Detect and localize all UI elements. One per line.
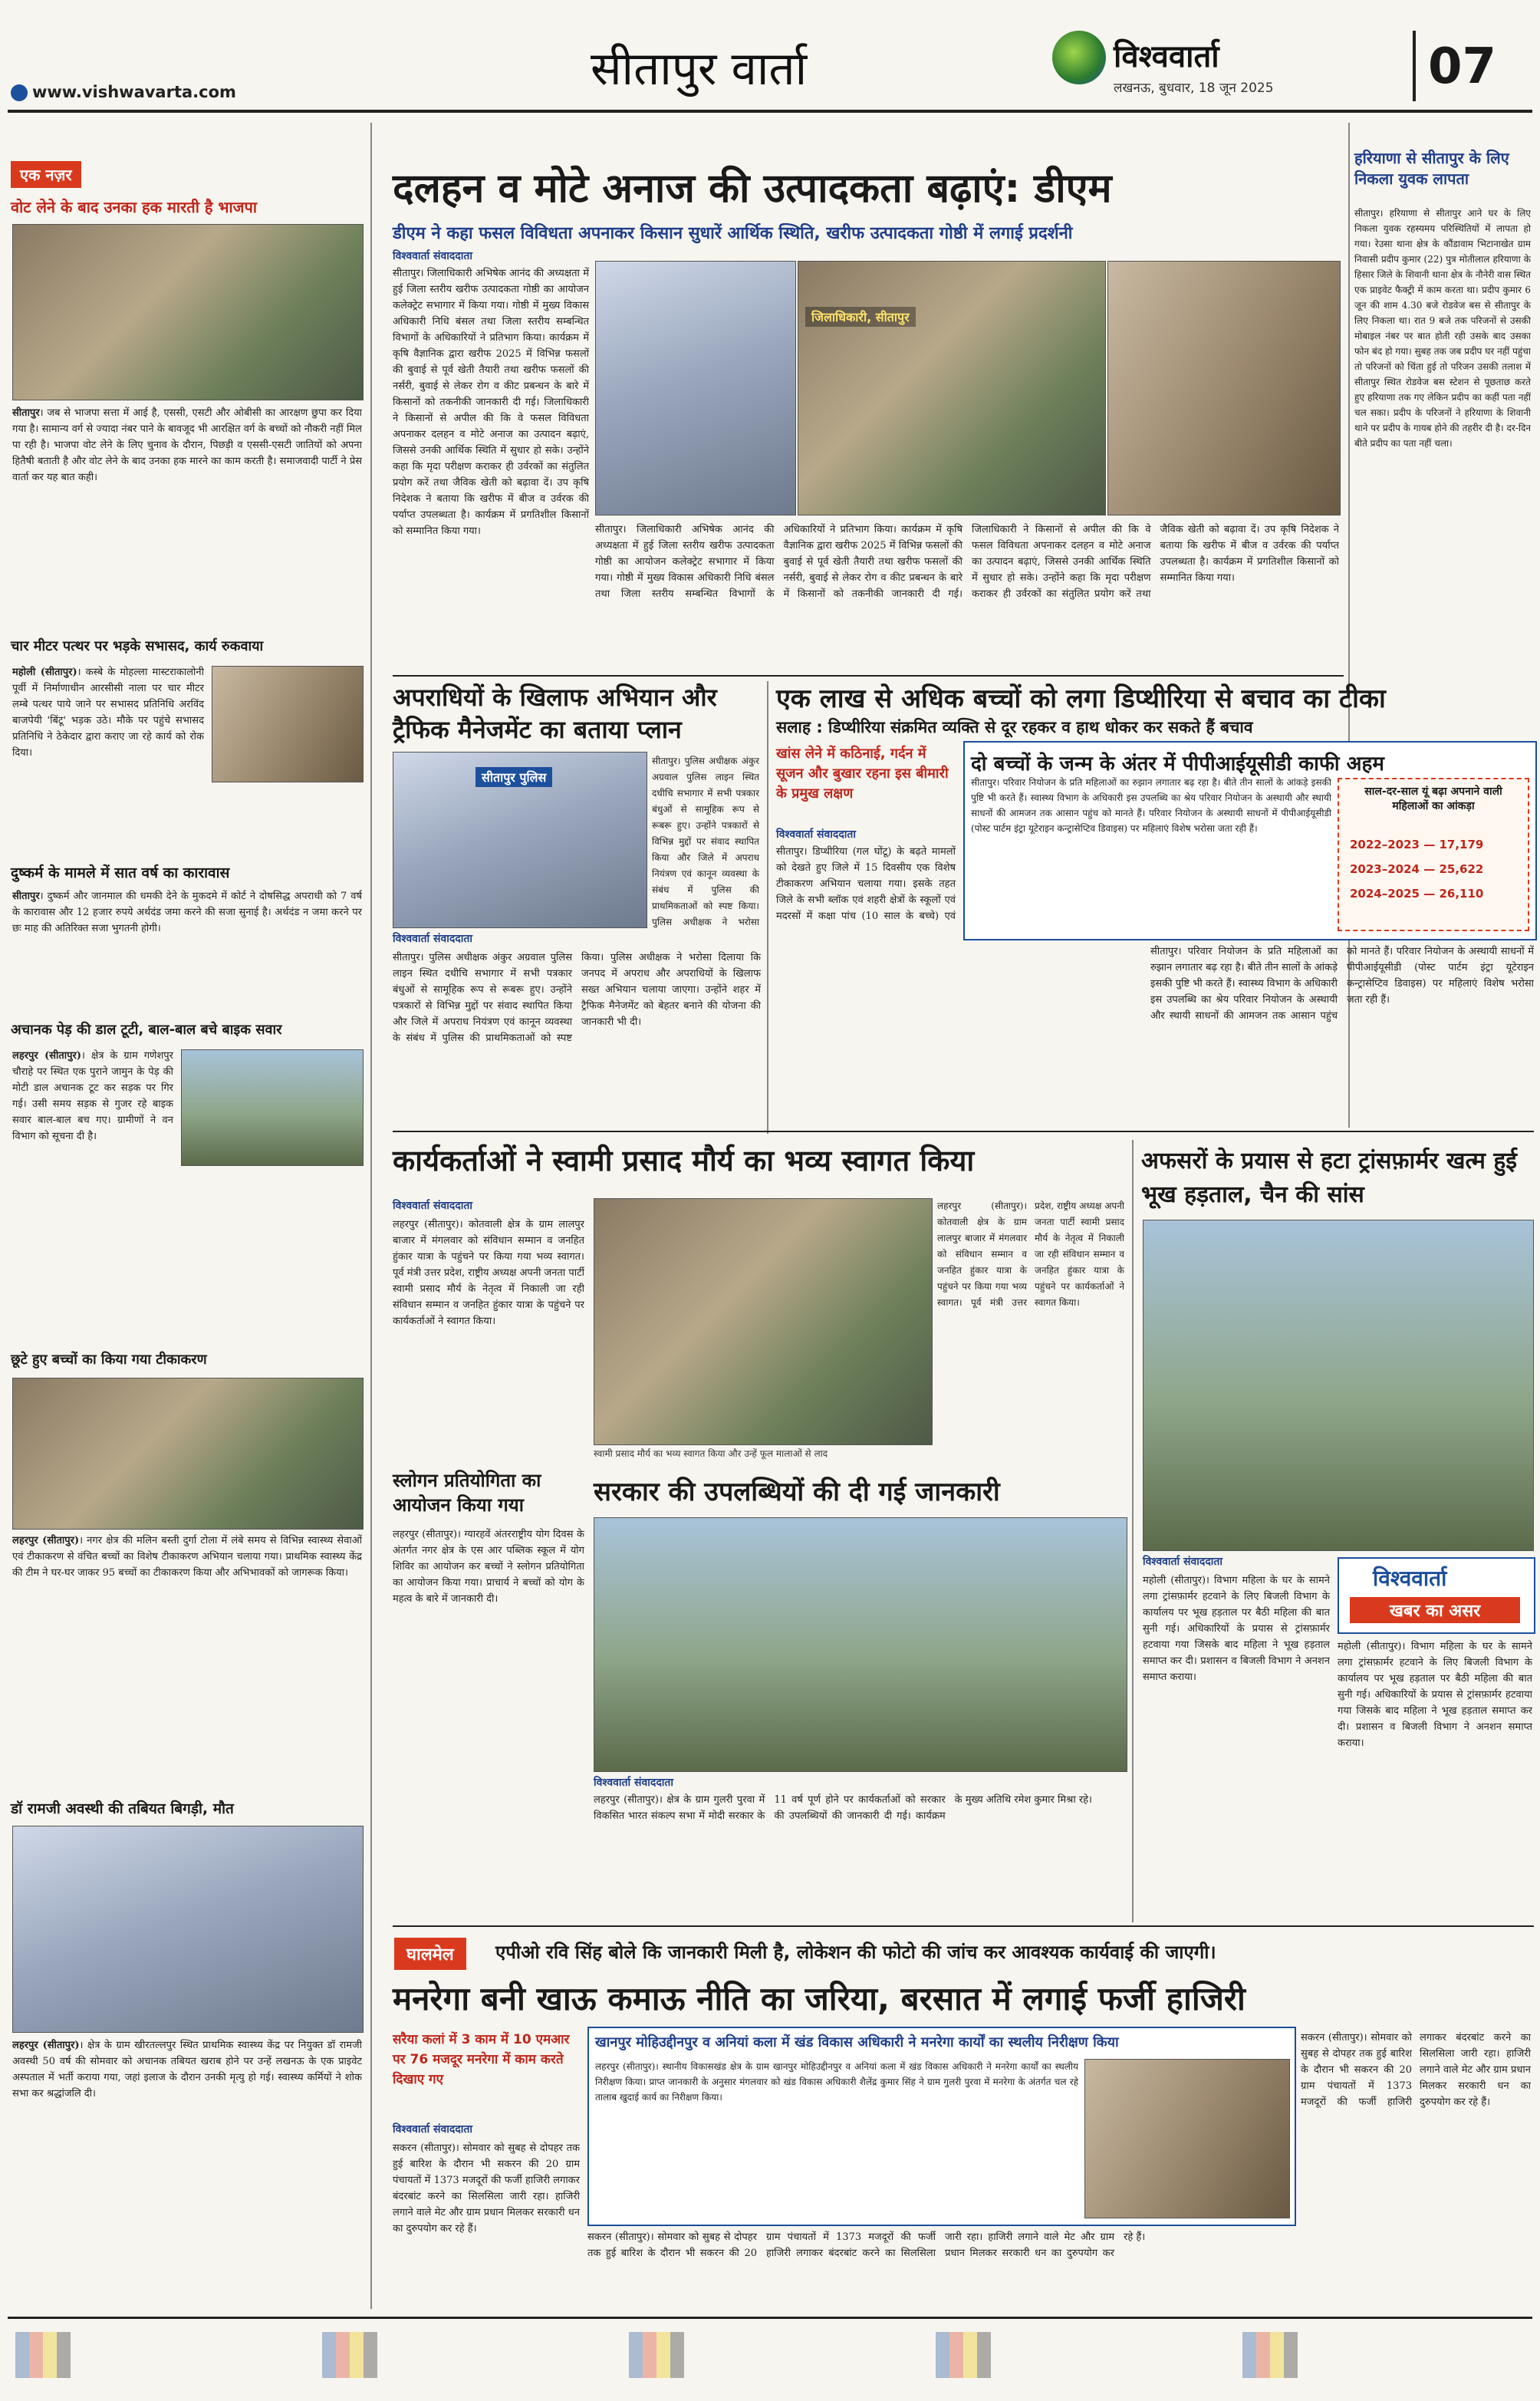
diphtheria-head: एक लाख से अधिक बच्चों को लगा डिप्थीरिया से बचाव का टीका bbox=[776, 683, 1386, 714]
left-story-3-body: सीतापुर। दुष्कर्म और जानमाल की धमकी देने के मुकदमे में कोर्ट ने दोषसिद्ध अपराधी को 7 वर्ष के कारावास और 12 हजार रुपये अर्थदंड जमा करने की सजा सुनाई है। अर्थदंड न जमा करने पर छः माह की अतिरिक्त सजा भुगतनी होगी। bbox=[12, 891, 362, 934]
page-number: 07 bbox=[1428, 38, 1497, 95]
family-planning-head: दो बच्चों के जन्म के अंतर में पीपीआईयूसीडी काफी अहम bbox=[971, 753, 1384, 776]
page-title: सीतापुर वार्ता bbox=[591, 42, 808, 96]
mgnrega-body-3: सकरन (सीतापुर)। सोमवार को सुबह से दोपहर तक हुई बारिश के दौरान भी सकरन की 20 ग्राम पंचायतों में 1373 मजदूरों की फर्जी हाजिरी लगाकर बंदरबांट करने का सिलसिला जारी रहा। हाजिरी लगाने वाले मेट और ग्राम प्रधान मिलकर सरकारी धन का दुरुपयोग कर रहे हैं। bbox=[1301, 2032, 1531, 2108]
impact-badge-brand: विश्ववार्ता bbox=[1373, 1566, 1447, 1591]
left-story-5-head: छूटे हुए बच्चों का किया गया टीकाकरण bbox=[11, 1352, 207, 1368]
brand-logo bbox=[1052, 31, 1106, 84]
maurya-head: कार्यकर्ताओं ने स्वामी प्रसाद मौर्य का भव्य स्वागत किया bbox=[393, 1144, 975, 1177]
achievements-byline: विश्ववार्ता संवाददाता bbox=[594, 1777, 674, 1789]
left-story-1-body: सीतापुर। जब से भाजपा सत्ता में आई है, एससी, एसटी और ओबीसी का आरक्षण छुपा कर दिया गया है। सामान्य वर्ग से ज्यादा नंबर पाने के बावजूद भी आरक्षित वर्ग के बच्चों को नौकरी नहीं मिल पा रही है। भाजपा वोट लेने के लिए चुनाव के दौरान, पिछड़ी व एससी-एसटी जातियों को अपना हितैषी बताती है और वोट लेने के बाद उनका हक मारने का काम करती है। समाजवादी पार्टी ने प्रेस वार्ता कर यह बात कही। bbox=[12, 407, 362, 483]
lead-photo-3 bbox=[1107, 261, 1341, 515]
mgnrega-head: मनरेगा बनी खाऊ कमाऊ नीति का जरिया, बरसात में लगाई फर्जी हाजिरी bbox=[393, 1980, 1245, 2017]
transformer-body: महोली (सीतापुर)। विभाग महिला के घर के सामने लगा ट्रांसफ़ार्मर हटवाने के लिए बिजली विभाग के कार्यालय पर भूख हड़ताल पर बैठी महिला की बात सुनी गई। अधिकारियों के प्रयास से ट्रांसफ़ार्मर हटवाया गया जिसके बाद महिला ने भूख हड़ताल समाप्त कर दी। प्रशासन व बिजली विभाग ने अनशन समाप्त कराया। bbox=[1143, 1575, 1330, 1683]
maurya-body-2: लहरपुर (सीतापुर)। कोतवाली क्षेत्र के ग्राम लालपुर बाजार में मंगलवार को संविधान सम्मान व जनहित हुंकार यात्रा के पहुंचने पर किया गया भव्य स्वागत। पूर्व मंत्री उत्तर प्रदेश, राष्ट्रीय अध्यक्ष अपनी जनता पार्टी स्वामी प्रसाद मौर्य के नेतृत्व में निकाली जा रही संविधान सम्मान व जनहित हुंकार यात्रा के पहुंचने पर कार्यकर्ताओं ने स्वागत किया। bbox=[937, 1200, 1124, 1308]
traffic-byline: विश्ववार्ता संवाददाता bbox=[393, 933, 473, 945]
transformer-head: अफसरों के प्रयास से हटा ट्रांसफ़ार्मर खत्म हुई भूख हड़ताल, चैन की सांस bbox=[1141, 1148, 1517, 1208]
ghalmel-text: एपीओ रवि सिंह बोले कि जानकारी मिली है, लोकेशन की फोटो की जांच कर आवश्यक कार्यवाई की जाएगी। bbox=[495, 1942, 1216, 1963]
stats-row-3: 2024–2025 — 26,110 bbox=[1350, 887, 1484, 901]
left-story-1-head: वोट लेने के बाद उनका हक मारती है भाजपा bbox=[11, 198, 258, 216]
mgnrega-sub-body: लहरपुर (सीतापुर)। स्थानीय विकासखंड क्षेत्र के ग्राम खानपुर मोहिउद्दीनपुर व अनियां कला में खंड विकास अधिकारी ने मनरेगा कार्यों का स्थलीय निरीक्षण किया। प्राप्त जानकारी के अनुसार मंगलवार को खंड विकास अधिकारी शैलेंद्र कुमार सिंह ने ग्राम गुलरी पुरवा में मनरेगा के अंतर्गत चल रहे तालाब खुदाई कार्य का निरीक्षण किया। bbox=[595, 2061, 1078, 2103]
slogan-head: स्लोगन प्रतियोगिता का आयोजन किया गया bbox=[393, 1470, 541, 1516]
dateline: लखनऊ, बुधवार, 18 जून 2025 bbox=[1114, 81, 1274, 96]
transformer-body-2: महोली (सीतापुर)। विभाग महिला के घर के सामने लगा ट्रांसफ़ार्मर हटवाने के लिए बिजली विभाग के कार्यालय पर भूख हड़ताल पर बैठी महिला की बात सुनी गई। अधिकारियों के प्रयास से ट्रांसफ़ार्मर हटवाया गया जिसके बाद महिला ने भूख हड़ताल समाप्त कर दी। प्रशासन व बिजली विभाग ने अनशन समाप्त कराया। bbox=[1338, 1641, 1532, 1749]
lead-subhead: डीएम ने कहा फसल विविधता अपनाकर किसान सुधारें आर्थिक स्थिति, खरीफ उत्पादकता गोष्ठी में लगाई प्रदर्शनी bbox=[393, 224, 1073, 243]
mgnrega-body: सकरन (सीतापुर)। सोमवार को सुबह से दोपहर तक हुई बारिश के दौरान भी सकरन की 20 ग्राम पंचायतों में 1373 मजदूरों की फर्जी हाजिरी लगाकर बंदरबांट करने का सिलसिला जारी रहा। हाजिरी लगाने वाले मेट और ग्राम प्रधान मिलकर सरकारी धन का दुरुपयोग कर रहे हैं। bbox=[393, 2142, 580, 2235]
diphtheria-subhead: सलाह : डिप्थीरिया संक्रमित व्यक्ति से दूर रहकर व हाथ धोकर कर सकते हैं बचाव bbox=[776, 718, 1253, 736]
registration-marks bbox=[15, 2332, 1525, 2378]
lead-photo-2 bbox=[798, 261, 1106, 515]
transformer-byline: विश्ववार्ता संवाददाता bbox=[1143, 1556, 1223, 1568]
stats-row-2: 2023–2024 — 25,622 bbox=[1350, 862, 1484, 876]
website-url[interactable]: www.vishwavarta.com bbox=[11, 83, 236, 101]
lead-body-1: सीतापुर। जिलाधिकारी अभिषेक आनंद की अध्यक्षता में हुई जिला स्तरीय खरीफ उत्पादकता गोष्ठी का आयोजन कलेक्ट्रेट सभागार में किया गया। गोष्ठी में मुख्य विकास अधिकारी निधि बंसल तथा जिला स्तरीय सम्बन्धित विभागों के अधिकारियों ने प्रतिभाग किया। कार्यक्रम में कृषि वैज्ञानिक द्वारा खरीफ 2025 में विभिन्न फसलों की बुवाई से पूर्व खेती तैयारी तथा खरीफ फसलों की नर्सरी, बुवाई से लेकर रोग व कीट प्रबन्धन के बारे में किसानों को तकनीकी जानकारी दी गई। जिलाधिकारी ने किसानों से अपील की कि वे फसल विविधता अपनाकर दलहन व मोटे अनाज का उत्पादन बढ़ाएं, जिससे उनकी आर्थिक स्थिति में सुधार हो सके। उन्होंने कहा कि मृदा परीक्षण कराकर ही उर्वरकों का संतुलित प्रयोग करें तथा जैविक खेती को बढ़ावा दें। उप कृषि निदेशक ने बताया कि खरीफ में बीज व उर्वरक की पर्याप्त उपलब्धता है। कार्यक्रम में प्रगतिशील किसानों को सम्मानित किया गया। bbox=[393, 268, 589, 537]
transformer-photo bbox=[1143, 1220, 1534, 1551]
globe-icon bbox=[11, 84, 28, 101]
right-top-head: हरियाणा से सीतापुर के लिए निकला युवक लापता bbox=[1354, 149, 1509, 188]
left-story-2-head: चार मीटर पत्थर पर भड़के सभासद, कार्य रुकवाया bbox=[11, 638, 264, 654]
brand-name: विश्ववार्ता bbox=[1114, 39, 1219, 74]
lead-body-2: सीतापुर। जिलाधिकारी अभिषेक आनंद की अध्यक्षता में हुई जिला स्तरीय खरीफ उत्पादकता गोष्ठी का आयोजन कलेक्ट्रेट सभागार में किया गया। गोष्ठी में मुख्य विकास अधिकारी निधि बंसल तथा जिला स्तरीय सम्बन्धित विभागों के अधिकारियों ने प्रतिभाग किया। कार्यक्रम में कृषि वैज्ञानिक द्वारा खरीफ 2025 में विभिन्न फसलों की बुवाई से पूर्व खेती तैयारी तथा खरीफ फसलों की नर्सरी, बुवाई से लेकर रोग व कीट प्रबन्धन के बारे में किसानों को तकनीकी जानकारी दी गई। जिलाधिकारी ने किसानों से अपील की कि वे फसल विविधता अपनाकर दलहन व मोटे अनाज का उत्पादन बढ़ाएं, जिससे उनकी आर्थिक स्थिति में सुधार हो सके। उन्होंने कहा कि मृदा परीक्षण कराकर ही उर्वरकों का संतुलित प्रयोग करें तथा जैविक खेती को बढ़ावा दें। उप कृषि निदेशक ने बताया कि खरीफ में बीज व उर्वरक की पर्याप्त उपलब्धता है। कार्यक्रम में प्रगतिशील किसानों को सम्मानित किया गया। bbox=[595, 524, 1339, 600]
traffic-photo-banner: सीतापुर पुलिस bbox=[475, 767, 552, 787]
maurya-body: लहरपुर (सीतापुर)। कोतवाली क्षेत्र के ग्राम लालपुर बाजार में मंगलवार को संविधान सम्मान व जनहित हुंकार यात्रा के पहुंचने पर किया गया भव्य स्वागत। पूर्व मंत्री उत्तर प्रदेश, राष्ट्रीय अध्यक्ष अपनी जनता पार्टी स्वामी प्रसाद मौर्य के नेतृत्व में निकाली जा रही संविधान सम्मान व जनहित हुंकार यात्रा के पहुंचने पर कार्यकर्ताओं ने स्वागत किया। bbox=[393, 1219, 584, 1327]
maurya-byline: विश्ववार्ता संवाददाता bbox=[393, 1200, 473, 1212]
diphtheria-byline: विश्ववार्ता संवाददाता bbox=[776, 828, 857, 841]
left-story-5-photo bbox=[12, 1378, 364, 1530]
traffic-body: सीतापुर। पुलिस अधीक्षक अंकुर अग्रवाल पुलिस लाइन स्थित दधीचि सभागार में सभी पत्रकार बंधुओं से सामूहिक रूप से रूबरू हुए। उन्होंने पत्रकारों से विभिन्न मुद्दों पर संवाद स्थापित किया और जिले में अपराध नियंत्रण एवं कानून व्यवस्था के संबंध में पुलिस की प्राथमिकताओं को स्पष्ट किया। पुलिस अधीक्षक ने भरोसा दिलाया कि जनपद में अपराध और अपराधियों के खिलाफ सख्त अभियान चलाया जाएगा। उन्होंने शहर में ट्रैफिक मैनेजमेंट को बेहतर बनाने की योजना की जानकारी भी दी। bbox=[393, 952, 761, 1044]
family-planning-body: सीतापुर। परिवार नियोजन के प्रति महिलाओं का रुझान लगातार बढ़ रहा है। बीते तीन सालों के आंकड़े इसकी पुष्टि भी करते हैं। स्वास्थ्य विभाग के अधिकारी इस उपलब्धि का श्रेय परिवार नियोजन के अस्थायी और स्थायी साधनों की आमजन तक आसान पहुंच को मानते हैं। परिवार नियोजन के अस्थायी साधनों में पीपीआईयूसीडी (पोस्ट पार्टम इंट्रा यूटेराइन कन्ट्रासेप्टिव डिवाइस) पर महिलाएं विशेष भरोसा जता रही हैं। bbox=[971, 777, 1331, 834]
maurya-photo bbox=[594, 1198, 933, 1445]
mgnrega-body-2: सकरन (सीतापुर)। सोमवार को सुबह से दोपहर तक हुई बारिश के दौरान भी सकरन की 20 ग्राम पंचायतों में 1373 मजदूरों की फर्जी हाजिरी लगाकर बंदरबांट करने का सिलसिला जारी रहा। हाजिरी लगाने वाले मेट और ग्राम प्रधान मिलकर सरकारी धन का दुरुपयोग कर रहे हैं। bbox=[587, 2231, 1146, 2259]
achievements-photo bbox=[594, 1517, 1127, 1772]
left-story-4-photo bbox=[181, 1049, 364, 1166]
ghalmel-label: घालमेल bbox=[394, 1938, 466, 1970]
achievements-head: सरकार की उपलब्धियों की दी गई जानकारी bbox=[594, 1477, 1000, 1507]
stats-row-1: 2022–2023 — 17,179 bbox=[1350, 838, 1484, 851]
impact-badge-label: खबर का असर bbox=[1350, 1597, 1520, 1623]
lead-photo-banner: जिलाधिकारी, सीतापुर bbox=[805, 307, 916, 327]
left-story-6-head: डॉ रामजी अवस्थी की तबियत बिगड़ी, मौत bbox=[11, 1800, 234, 1817]
mgnrega-sub-head: खानपुर मोहिउद्दीनपुर व अनियां कला में खंड विकास अधिकारी ने मनरेगा कार्यों का स्थलीय निरीक्षण किया bbox=[595, 2034, 1119, 2050]
left-story-1-photo bbox=[12, 224, 364, 400]
left-story-5-body: लहरपुर (सीतापुर)। नगर क्षेत्र की मलिन बस्ती दुर्गा टोला में लंबे समय से विभिन्न स्वास्थ्य सेवाओं एवं टीकाकरण से वंचित बच्चों का विशेष टीकाकरण अभियान चलाया गया। प्राथमिक स्वास्थ्य केंद्र की टीम ने घर-घर जाकर 95 बच्चों का टीकाकरण किया और अभिभावकों को जागरूक किया। bbox=[12, 1535, 362, 1579]
mgnrega-byline: विश्ववार्ता संवाददाता bbox=[393, 2123, 473, 2136]
mgnrega-callout: सरैया कलां में 3 काम में 10 एमआर पर 76 मजदूर मनरेगा में काम करते दिखाए गए bbox=[393, 2032, 570, 2087]
left-story-4-body: लहरपुर (सीतापुर)। क्षेत्र के ग्राम गणेशपुर चौराहे पर स्थित एक पुराने जामुन के पेड़ की मोटी डाल अचानक टूट कर सड़क पर गिर गई। उसी समय सड़क से गुजर रहे बाइक सवार बाल-बाल बच गए। ग्रामीणों ने वन विभाग को सूचना दी है। bbox=[12, 1050, 173, 1142]
traffic-body-side: सीतापुर। पुलिस अधीक्षक अंकुर अग्रवाल पुलिस लाइन स्थित दधीचि सभागार में सभी पत्रकार बंधुओं से सामूहिक रूप से रूबरू हुए। उन्होंने पत्रकारों से विभिन्न मुद्दों पर संवाद स्थापित किया और जिले में अपराध नियंत्रण एवं कानून व्यवस्था के संबंध में पुलिस की प्राथमिकताओं को स्पष्ट किया। पुलिस अधीक्षक ने भरोसा bbox=[652, 756, 759, 927]
diphtheria-callout: खांस लेने में कठिनाई, गर्दन में सूजन और बुखार रहना इस बीमारी के प्रमुख लक्षण bbox=[776, 746, 949, 802]
traffic-head: अपराधियों के खिलाफ अभियान और ट्रैफिक मैनेजमेंट का बताया प्लान bbox=[393, 683, 717, 744]
left-story-3-head: दुष्कर्म के मामले में सात वर्ष का कारावास bbox=[11, 865, 230, 881]
lead-photo-1 bbox=[595, 261, 796, 515]
section-label: एक नज़र bbox=[11, 161, 81, 188]
mgnrega-photo bbox=[1084, 2059, 1290, 2218]
maurya-caption: स्वामी प्रसाद मौर्य का भव्य स्वागत किया और उन्हें फूल मालाओं से लाद bbox=[594, 1448, 828, 1459]
family-planning-body-2: सीतापुर। परिवार नियोजन के प्रति महिलाओं का रुझान लगातार बढ़ रहा है। बीते तीन सालों के आंकड़े इसकी पुष्टि भी करते हैं। स्वास्थ्य विभाग के अधिकारी इस उपलब्धि का श्रेय परिवार नियोजन के अस्थायी और स्थायी साधनों की आमजन तक आसान पहुंच को मानते हैं। परिवार नियोजन के अस्थायी साधनों में पीपीआईयूसीडी (पोस्ट पार्टम इंट्रा यूटेराइन कन्ट्रासेप्टिव डिवाइस) पर महिलाएं विशेष भरोसा जता रही हैं। bbox=[1150, 946, 1534, 1022]
left-story-6-body: लहरपुर (सीतापुर)। क्षेत्र के ग्राम खीरतल्लपुर स्थित प्राथमिक स्वास्थ्य केंद्र पर नियुक्त डॉ रामजी अवस्थी 50 वर्ष की सोमवार को अचानक तबियत खराब होने पर उन्हें लखनऊ के एक प्राइवेट अस्पताल में भर्ती कराया गया, जहां इलाज के दौरान उनकी मृत्यु हो गई। स्वास्थ्य कर्मियों ने शोक सभा कर श्रद्धांजलि दी। bbox=[12, 2040, 362, 2100]
right-top-body: सीतापुर। हरियाणा से सीतापुर आने घर के लिए निकला युवक रहस्यमय परिस्थितियों में लापता हो गया। रेउसा थाना क्षेत्र के कौंडावाम भिटानाखेत ग्राम निवासी प्रदीप कुमार (22) पुत्र मोतीलाल हरियाणा के हिसार जिले के शिवानी थाना क्षेत्र के नौनेरी वास स्थित एक प्राइवेट फैक्ट्री में काम करता था। प्रदीप कुमार 6 जून की शाम 4.30 बजे रोडवेज बस से सीतापुर के लिए निकला था। रात 9 बजे तक परिजनों से उसकी मोबाइल नंबर पर बात होती रही उसके बाद उसका फोन बंद हो गया। सुबह तक जब प्रदीप घर नहीं पहुंचा तो परिजनों को चिंता हुई तो परिजन उसकी तलाश में सीतापुर स्थित रोडवेज बस स्टेशन से पूछताछ करते हुए हरियाणा तक गए लेकिन प्रदीप का कहीं पता नहीं चल सका। प्रदीप के परिजनों ने हरियाणा के शिवानी थाने पर प्रदीप के गायब होने की तहरीर दी है। दर-दिन बीते प्रदीप का पता नहीं चला। bbox=[1354, 208, 1531, 449]
slogan-body: लहरपुर (सीतापुर)। ग्यारहवें अंतरराष्ट्रीय योग दिवस के अंतर्गत नगर क्षेत्र के एस आर पब्लिक स्कूल में योग शिविर का आयोजन कर बच्चों ने स्लोगन प्रतियोगिता का आयोजन किया गया। प्राचार्य ने बच्चों को योग के महत्व के बारे में जानकारी दी। bbox=[393, 1529, 584, 1605]
achievements-body: लहरपुर (सीतापुर)। क्षेत्र के ग्राम गुलरी पुरवा में विकसित भारत संकल्प सभा में मोदी सरकार के 11 वर्ष पूर्ण होने पर कार्यकर्ताओं को सरकार की उपलब्धियों की जानकारी दी गई। कार्यक्रम के मुख्य अतिथि रमेश कुमार मिश्रा रहे। bbox=[594, 1794, 1092, 1822]
left-story-2-body: महोली (सीतापुर)। कस्बे के मोहल्ला मास्टराकालोनी पूर्वी में निर्माणाधीन आरसीसी नाला पर चार मीटर लम्बे पत्थर पाये जाने पर सभासद प्रतिनिधि अरविंद बाजपेयी 'बिंटू' भड़क उठे। मौके पर पहुंचे सभासद प्रतिनिधि ने ठेकेदार द्वारा कराए जा रहे कार्य को रोक दिया। bbox=[12, 667, 204, 759]
lead-headline: दलहन व मोटे अनाज की उत्पादकता बढ़ाएं: डीएम bbox=[393, 166, 1112, 212]
left-story-4-head: अचानक पेड़ की डाल टूटी, बाल-बाल बचे बाइक सवार bbox=[11, 1022, 282, 1038]
stats-title: साल-दर-साल यूं बढ़ा अपनाने वाली महिलाओं का आंकड़ा bbox=[1364, 786, 1502, 812]
left-story-2-photo bbox=[212, 666, 364, 782]
lead-byline: विश्ववार्ता संवाददाता bbox=[393, 250, 473, 262]
left-story-6-photo bbox=[12, 1826, 364, 2033]
diphtheria-body: सीतापुर। डिप्थीरिया (गल घोंटू) के बढ़ते मामलों को देखते हुए जिले में 15 दिवसीय एक विशेष टीकाकरण अभियान चलाया गया। इसके तहत जिले के सभी ब्लॉक एवं शहरी क्षेत्रों के स्कूलों एवं मदरसों में कक्षा पांच (10 साल के बच्चे) एवं bbox=[776, 846, 956, 922]
